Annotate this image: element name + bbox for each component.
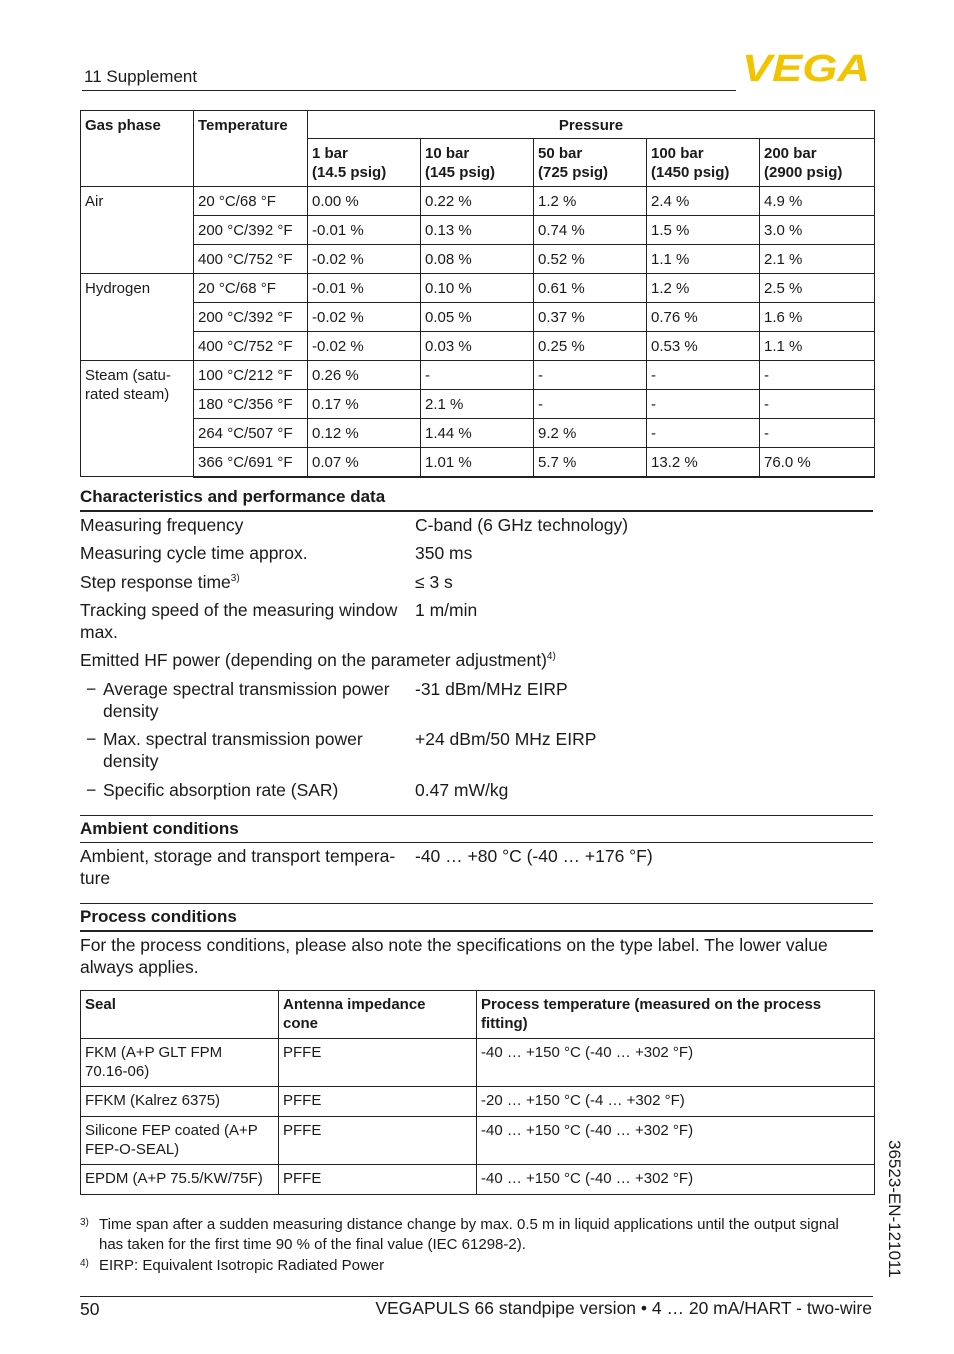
step-response-label: Step response time$^{3)}$ <box>80 572 240 592</box>
value-cell: 2.1 % <box>421 390 534 419</box>
value-cell: 9.2 % <box>534 419 647 448</box>
pressure-header: 100 bar (1450 psig) <box>647 139 760 187</box>
page-number: 50 <box>80 1299 100 1319</box>
value-cell: 1.1 % <box>647 245 760 274</box>
value-cell: - <box>647 361 760 390</box>
cone-cell: PFFE <box>279 1087 477 1117</box>
value-cell: 5.7 % <box>534 448 647 477</box>
sar-label: Specific absorption rate (SAR) <box>103 780 339 800</box>
temp-cell: 264 °C/507 °F <box>194 419 308 448</box>
measuring-frequency-label: Measuring frequency <box>80 515 244 535</box>
cycle-time-label: Measuring cycle time approx. <box>80 543 308 563</box>
sar-value: 0.47 mW/kg <box>415 780 509 800</box>
seal-cell: FKM (A+P GLT FPM 70.16-06) <box>81 1039 279 1087</box>
temp-cell: 200 °C/392 °F <box>194 303 308 332</box>
cone-cell: PFFE <box>279 1117 477 1165</box>
temp-cell: -40 … +150 °C (-40 … +302 °F) <box>477 1165 875 1195</box>
list-dash: − <box>86 679 97 699</box>
temp-cell: 366 °C/691 °F <box>194 448 308 477</box>
value-cell: 0.37 % <box>534 303 647 332</box>
value-cell: -0.02 % <box>308 303 421 332</box>
table-row <box>81 187 875 216</box>
col-gas-phase: Gas phase <box>81 111 194 187</box>
table-row <box>81 419 875 448</box>
value-cell: -0.02 % <box>308 332 421 361</box>
value-cell: 0.07 % <box>308 448 421 477</box>
value-cell: 0.12 % <box>308 419 421 448</box>
cone-cell: PFFE <box>279 1165 477 1195</box>
table-row <box>81 1039 875 1087</box>
value-cell: - <box>421 361 534 390</box>
tracking-speed-label: Tracking speed of the measuring window max. <box>80 600 398 642</box>
table-row <box>81 245 875 274</box>
value-cell: 0.08 % <box>421 245 534 274</box>
value-cell: - <box>647 390 760 419</box>
value-cell: 2.5 % <box>760 274 875 303</box>
section-rule <box>80 842 873 843</box>
temp-cell: 400 °C/752 °F <box>194 332 308 361</box>
value-cell: 0.25 % <box>534 332 647 361</box>
process-note: For the process conditions, please also note the specifications on the type label. The lower value always applies. <box>80 935 828 977</box>
value-cell: - <box>647 419 760 448</box>
vega-logo <box>742 50 872 84</box>
value-cell: -0.01 % <box>308 274 421 303</box>
value-cell: 1.2 % <box>647 274 760 303</box>
gas-phase-table <box>80 110 875 478</box>
svg-text:VEGA: VEGA <box>742 50 870 84</box>
value-cell: -0.02 % <box>308 245 421 274</box>
section-title: 11 Supplement <box>84 67 198 86</box>
temp-cell: 20 °C/68 °F <box>194 274 308 303</box>
temp-cell: -40 … +150 °C (-40 … +302 °F) <box>477 1039 875 1087</box>
temp-cell: 180 °C/356 °F <box>194 390 308 419</box>
temp-cell: 100 °C/212 °F <box>194 361 308 390</box>
value-cell: 0.61 % <box>534 274 647 303</box>
footer-rule <box>80 1296 873 1297</box>
cone-cell: PFFE <box>279 1039 477 1087</box>
value-cell: 0.05 % <box>421 303 534 332</box>
value-cell: - <box>760 390 875 419</box>
value-cell: - <box>760 419 875 448</box>
value-cell: 2.4 % <box>647 187 760 216</box>
table-row <box>81 390 875 419</box>
footnote-4-number: 4) <box>80 1258 89 1269</box>
value-cell: 0.74 % <box>534 216 647 245</box>
value-cell: - <box>760 361 875 390</box>
value-cell: 3.0 % <box>760 216 875 245</box>
table-row <box>81 332 875 361</box>
seal-cell: FFKM (Kalrez 6375) <box>81 1087 279 1117</box>
value-cell: 1.01 % <box>421 448 534 477</box>
temp-cell: 20 °C/68 °F <box>194 187 308 216</box>
footnote-4-text: EIRP: Equivalent Isotropic Radiated Power <box>99 1257 385 1274</box>
value-cell: 0.13 % <box>421 216 534 245</box>
value-cell: 0.53 % <box>647 332 760 361</box>
gas-name: Steam (satu- rated steam) <box>81 361 194 477</box>
process-heading: Process conditions <box>80 907 237 926</box>
value-cell: 13.2 % <box>647 448 760 477</box>
table-row <box>81 448 875 477</box>
temp-cell: 200 °C/392 °F <box>194 216 308 245</box>
seal-table <box>80 990 875 1195</box>
cycle-time-value: 350 ms <box>415 543 473 563</box>
ambient-temp-value: -40 … +80 °C (-40 … +176 °F) <box>415 846 653 866</box>
value-cell: - <box>534 390 647 419</box>
value-cell: 1.44 % <box>421 419 534 448</box>
max-power-label: Max. spectral transmission power density <box>103 729 363 771</box>
value-cell: 0.17 % <box>308 390 421 419</box>
pressure-header: 50 bar (725 psig) <box>534 139 647 187</box>
measuring-frequency-value: C-band (6 GHz technology) <box>415 515 629 535</box>
table-row <box>81 1165 875 1195</box>
col-antenna-cone: Antenna impedance cone <box>279 991 477 1039</box>
col-temperature: Temperature <box>194 111 308 187</box>
value-cell: 0.26 % <box>308 361 421 390</box>
step-response-value: ≤ 3 s <box>415 572 453 592</box>
table-row <box>81 1087 875 1117</box>
table-row <box>81 274 875 303</box>
section-rule <box>80 510 873 512</box>
value-cell: -0.01 % <box>308 216 421 245</box>
seal-cell: Silicone FEP coated (A+P FEP-O-SEAL) <box>81 1117 279 1165</box>
gas-name: Air <box>81 187 194 274</box>
hf-power-label: Emitted HF power (depending on the parameter adjustment)$^{4)}$ <box>80 650 556 670</box>
header-rule <box>82 90 736 91</box>
temp-cell: -40 … +150 °C (-40 … +302 °F) <box>477 1117 875 1165</box>
footnote-3-text: Time span after a sudden measuring distance change by max. 0.5 m in liquid applications until the output signal has taken for the first time 90 % of the final value (IEC 61298-2). <box>99 1216 839 1253</box>
max-power-value: +24 dBm/50 MHz EIRP <box>415 729 597 749</box>
value-cell: 76.0 % <box>760 448 875 477</box>
section-rule <box>80 903 873 904</box>
col-seal: Seal <box>81 991 279 1039</box>
col-pressure: Pressure <box>308 111 875 139</box>
document-code: 36523-EN-121011 <box>885 1140 904 1278</box>
col-process-temp: Process temperature (measured on the process fitting) <box>477 991 875 1039</box>
value-cell: 0.00 % <box>308 187 421 216</box>
avg-power-value: -31 dBm/MHz EIRP <box>415 679 568 699</box>
list-dash: − <box>86 729 97 749</box>
temp-cell: 400 °C/752 °F <box>194 245 308 274</box>
table-row <box>81 216 875 245</box>
table-row <box>81 303 875 332</box>
value-cell: 1.1 % <box>760 332 875 361</box>
gas-name: Hydrogen <box>81 274 194 361</box>
value-cell: 0.52 % <box>534 245 647 274</box>
value-cell: 0.03 % <box>421 332 534 361</box>
section-rule <box>80 815 873 816</box>
table-row <box>81 1117 875 1165</box>
product-name: VEGAPULS 66 standpipe version • 4 … 20 mA/HART - two-wire <box>375 1298 872 1318</box>
value-cell: 2.1 % <box>760 245 875 274</box>
tracking-speed-value: 1 m/min <box>415 600 478 620</box>
pressure-header: 200 bar (2900 psig) <box>760 139 875 187</box>
temp-cell: -20 … +150 °C (-4 … +302 °F) <box>477 1087 875 1117</box>
value-cell: 1.5 % <box>647 216 760 245</box>
list-dash: − <box>86 780 97 800</box>
pressure-header: 10 bar (145 psig) <box>421 139 534 187</box>
value-cell: - <box>534 361 647 390</box>
characteristics-heading: Characteristics and performance data <box>80 487 386 506</box>
ambient-temp-label: Ambient, storage and transport tempera- ture <box>80 846 396 888</box>
section-rule <box>80 930 873 932</box>
value-cell: 0.10 % <box>421 274 534 303</box>
value-cell: 1.2 % <box>534 187 647 216</box>
table-row <box>81 361 875 390</box>
ambient-heading: Ambient conditions <box>80 819 239 838</box>
value-cell: 1.6 % <box>760 303 875 332</box>
value-cell: 4.9 % <box>760 187 875 216</box>
avg-power-label: Average spectral transmission power density <box>103 679 390 721</box>
footnote-3-number: 3) <box>80 1217 89 1228</box>
pressure-header: 1 bar (14.5 psig) <box>308 139 421 187</box>
value-cell: 0.76 % <box>647 303 760 332</box>
seal-cell: EPDM (A+P 75.5/KW/75F) <box>81 1165 279 1195</box>
value-cell: 0.22 % <box>421 187 534 216</box>
